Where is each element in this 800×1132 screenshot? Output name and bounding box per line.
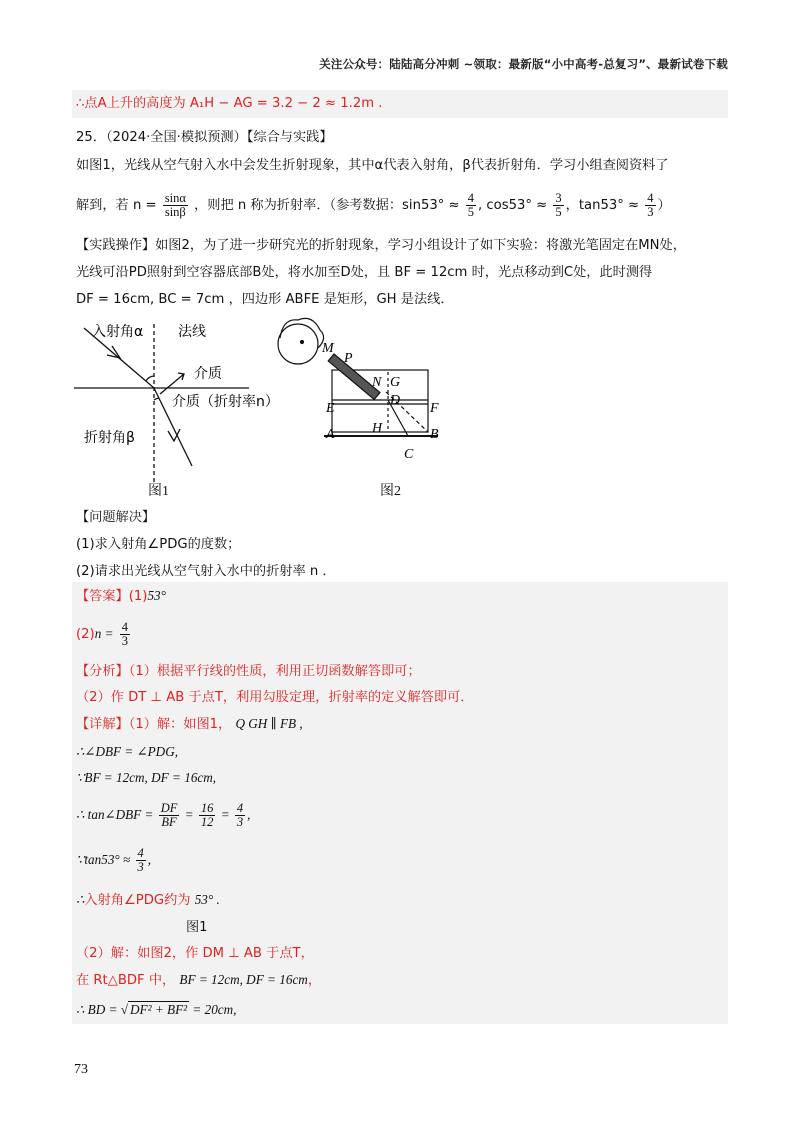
problem-2: (2)请求出光线从空气射入水中的折射率 n ．: [76, 564, 336, 579]
detail-step5: [76, 842, 151, 878]
step6-red: 入射角∠PDG约为: [84, 893, 191, 908]
fraction-cos53: [553, 192, 563, 219]
frac-num: sinα: [164, 190, 186, 205]
figure-2-experiment: [268, 312, 468, 462]
detail-fig-ref: 图1: [186, 920, 208, 935]
answer-2-lhs: n =: [94, 626, 114, 641]
question-intro-2: [76, 188, 671, 224]
problem-title: 【问题解决】: [76, 510, 156, 525]
refracted-arrowhead: [168, 429, 180, 441]
close-paren: ）: [657, 198, 671, 213]
analysis-line-1: （1）根据平行线的性质，利用正切函数解答即可；: [128, 664, 421, 679]
fig1-label-refract: 折射角β: [84, 430, 135, 446]
fig1-label-medium-n: 介质（折射率n）: [172, 394, 279, 410]
fig2-label-p: P: [344, 351, 353, 366]
analysis-tag: 【分析】: [76, 664, 129, 679]
detail-step9: ∴ BD = √ DF² + BF² = 20cm,: [76, 1002, 237, 1017]
tan-text: ，tan53° ≈: [565, 198, 640, 213]
detail-step1-head: （1）解：如图1，: [128, 717, 232, 732]
step4-eq: =: [184, 807, 194, 822]
step4-eq-2: =: [220, 807, 230, 822]
detail-step4: [76, 796, 250, 834]
answer-1-prefix: (1): [128, 589, 148, 604]
incident-arrowhead: [107, 346, 120, 358]
analysis-1: [76, 662, 421, 682]
page-number: 73: [74, 1062, 88, 1077]
fig2-label-n: N: [372, 375, 382, 390]
problem-1: (1)求入射角∠PDG的度数；: [76, 537, 241, 552]
step8-end: ，: [307, 973, 322, 988]
step5-frac: [136, 847, 146, 874]
step4-frac-16-12: [199, 802, 216, 829]
fraction-sin53: [466, 192, 476, 219]
frac-num: 4: [137, 846, 144, 861]
step6-val: 53° .: [194, 892, 220, 907]
detail-1: [76, 714, 303, 735]
step9-a: ∴ BD =: [76, 1002, 118, 1017]
frac-den: 3: [121, 633, 128, 648]
step5-a: ∵tan53° ≈: [76, 852, 131, 867]
frac-num: 4: [647, 190, 654, 205]
fig1-label-normal: 法线: [178, 324, 206, 340]
intro-2-b: ，则把 n 称为折射率．（参考数据：sin53° ≈: [194, 198, 460, 213]
figure-1-caption: 图1: [148, 484, 169, 499]
practice-1: 【实践操作】如图2，为了进一步研究光的折射现象，学习小组设计了如下实验：将激光笔固定在MN处，: [76, 238, 686, 253]
fig2-label-a: A: [326, 427, 335, 442]
frac-num: 3: [555, 190, 562, 205]
frac-den: 5: [467, 204, 475, 219]
answer-tag: 【答案】: [76, 589, 129, 604]
step9-b: = 20cm,: [192, 1002, 237, 1017]
step8-red: 在 Rt△BDF 中，: [76, 973, 176, 988]
fig2-label-e: E: [326, 401, 335, 416]
answer-2-fraction: [120, 621, 130, 648]
frac-num: 4: [236, 801, 244, 816]
fig2-label-b: B: [430, 427, 439, 442]
detail-step6: [76, 890, 220, 911]
fig2-label-m: M: [322, 341, 334, 356]
page-header: 关注公众号：陆陆高分冲刺 ~领取：最新版“小中高考-总复习”、最新试卷下载: [319, 57, 728, 71]
answer-2-prefix: (2): [76, 627, 95, 642]
step4-frac-4-3: [235, 802, 245, 829]
frac-num: 4: [467, 190, 475, 205]
detail-step2: ∴∠DBF = ∠PDG,: [76, 744, 179, 759]
person-eye: [301, 341, 304, 344]
step8-math: BF = 12cm, DF = 16cm: [179, 972, 308, 987]
fig1-label-incident: 入射角α: [92, 324, 144, 340]
medium-pointer: [160, 374, 184, 394]
fig2-label-d: D: [390, 393, 401, 408]
frac-num: 4: [121, 619, 128, 634]
frac-den: 12: [200, 815, 214, 830]
fig2-label-g: G: [390, 375, 401, 390]
question-number: 25．（2024·全国·模拟预测）【综合与实践】: [76, 130, 333, 145]
frac-den: 3: [236, 815, 244, 830]
frac-num: DF: [160, 801, 178, 816]
step9-sqrt: DF² + BF²: [130, 1002, 188, 1017]
cos-text: , cos53° ≈: [478, 198, 548, 213]
person-head: [278, 324, 318, 364]
frac-den: sinβ: [164, 204, 186, 219]
practice-3: DF = 16cm, BC = 7cm ，四边形 ABFE 是矩形，GH 是法线．: [76, 292, 454, 307]
frac-num: 16: [200, 801, 214, 816]
detail-step7: （2）解：如图2，作 DM ⊥ AB 于点T，: [76, 946, 314, 961]
question-intro-1: 如图1，光线从空气射入水中会发生折射现象，其中α代表入射角，β代表折射角．学习小组查阅资料了: [76, 158, 669, 173]
alpha-arc: [146, 376, 154, 381]
step4-end: ,: [247, 807, 251, 822]
analysis-2: （2）作 DT ⊥ AB 于点T，利用勾股定理，折射率的定义解答即可．: [76, 690, 474, 705]
answer-2: [76, 616, 132, 653]
detail-step8: [76, 970, 321, 991]
frac-den: 5: [555, 204, 562, 219]
answer-1: [76, 586, 166, 607]
prev-conclusion: ∴点A上升的高度为 A₁H − AG = 3.2 − 2 ≈ 1.2m .: [76, 96, 383, 111]
step5-end: ,: [147, 852, 152, 867]
fig2-label-c: C: [404, 447, 414, 462]
fraction-tan53: [645, 192, 655, 219]
fraction-sin-ratio: [163, 192, 188, 219]
frac-den: 3: [137, 860, 144, 875]
beta-arc: [154, 398, 159, 400]
figure-2-diagram: [278, 318, 438, 436]
fig1-label-medium: 介质: [194, 366, 222, 382]
frac-den: 3: [647, 204, 654, 219]
detail-step1-math: Q GH ∥ FB ,: [235, 716, 303, 731]
fig2-label-f: F: [430, 401, 439, 416]
practice-2: 光线可沿PD照射到空容器底部B处，将水加至D处，且 BF = 12cm 时，光点移动到C处，此时测得: [76, 265, 653, 280]
intro-2-a: 解到，若 n =: [76, 198, 157, 213]
figure-2-caption: 图2: [380, 484, 401, 499]
step4-a: ∴ tan∠DBF =: [76, 807, 154, 822]
frac-den: BF: [161, 815, 177, 830]
answer-1-value: 53°: [147, 588, 166, 603]
step6-a: ∴: [76, 892, 85, 907]
detail-step3: ∵BF = 12cm, DF = 16cm,: [76, 770, 217, 785]
step4-frac-df-bf: [159, 802, 180, 829]
detail-tag: 【详解】: [76, 717, 129, 732]
fig2-label-h: H: [372, 421, 383, 436]
